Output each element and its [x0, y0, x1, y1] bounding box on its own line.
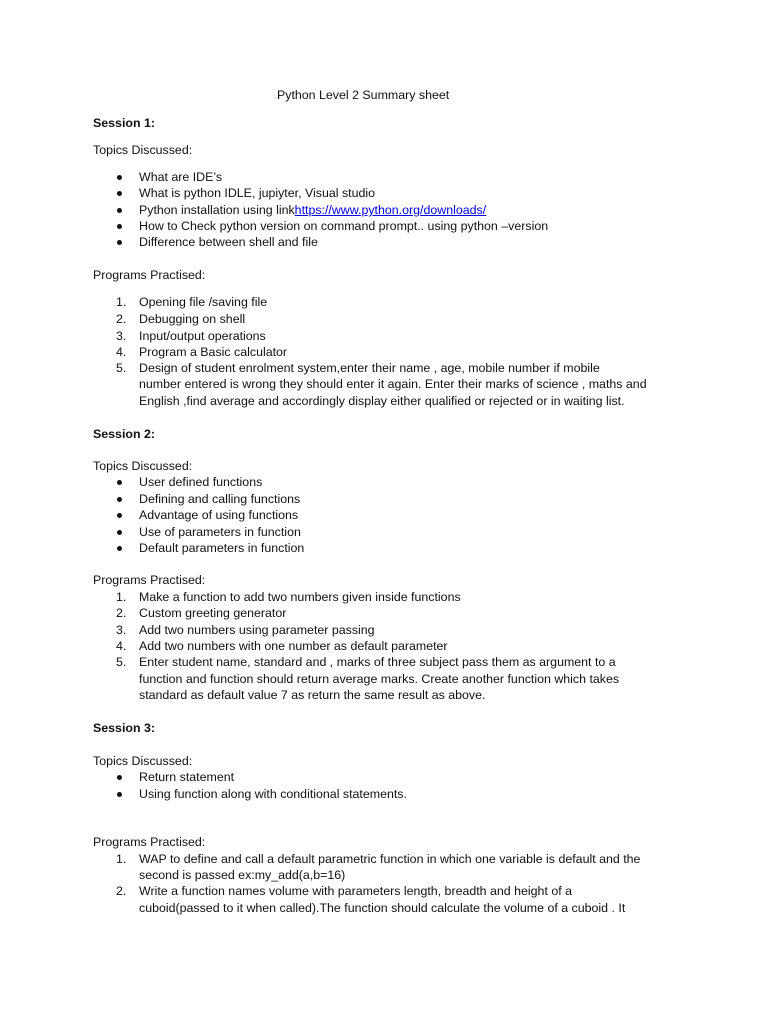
program-item: Design of student enrolment system,enter their name , age, mobile number if mobile: [139, 361, 600, 375]
bullet-icon: [117, 191, 122, 196]
topic-item: Advantage of using functions: [139, 508, 299, 522]
program-item-cont: English ,find average and accordingly display either qualified or rejected or in waiting list.: [139, 394, 625, 408]
list-number: 4.: [116, 345, 127, 359]
list-number: 1.: [116, 295, 127, 309]
topic-item: Default parameters in function: [139, 541, 305, 555]
topic-item: Return statement: [139, 770, 235, 784]
bullet-icon: [117, 208, 122, 213]
topics-label: Topics Discussed:: [93, 143, 193, 157]
session-3-heading: Session 3:: [93, 721, 155, 735]
topic-text: Python installation using link: [139, 203, 295, 217]
bullet-icon: [117, 513, 122, 518]
python-downloads-link[interactable]: https://www.python.org/downloads/: [294, 203, 487, 217]
list-number: 3.: [116, 329, 127, 343]
topic-item: [139, 202, 486, 218]
list-number: 2.: [116, 884, 127, 898]
document-title: Python Level 2 Summary sheet: [277, 88, 450, 102]
program-item: Input/output operations: [139, 329, 266, 343]
bullet-icon: [117, 480, 122, 485]
program-item-cont: number entered is wrong they should enter it again. Enter their marks of science , maths and: [139, 377, 647, 391]
list-number: 2.: [116, 312, 127, 326]
topic-item: Using function along with conditional statements.: [139, 787, 407, 801]
list-number: 2.: [116, 606, 127, 620]
program-item: Make a function to add two numbers given inside functions: [139, 590, 461, 604]
topics-label: Topics Discussed:: [93, 459, 193, 473]
programs-label: Programs Practised:: [93, 573, 206, 587]
topics-label: Topics Discussed:: [93, 754, 193, 768]
program-item-cont: function and function should return average marks. Create another function which takes: [139, 672, 620, 686]
list-number: 5.: [116, 655, 127, 669]
programs-label: Programs Practised:: [93, 268, 206, 282]
topic-item: Difference between shell and file: [139, 235, 318, 249]
bullet-icon: [117, 240, 122, 245]
session-2-heading: Session 2:: [93, 427, 155, 441]
bullet-icon: [117, 175, 122, 180]
program-item: Program a Basic calculator: [139, 345, 288, 359]
list-number: 1.: [116, 852, 127, 866]
topic-item: What is python IDLE, jupiyter, Visual studio: [139, 186, 376, 200]
bullet-icon: [117, 775, 122, 780]
program-item: Custom greeting generator: [139, 606, 287, 620]
bullet-icon: [117, 546, 122, 551]
program-item: Debugging on shell: [139, 312, 246, 326]
topic-item: Defining and calling functions: [139, 492, 301, 506]
program-item: Opening file /saving file: [139, 295, 268, 309]
program-item: Add two numbers with one number as default parameter: [139, 639, 448, 653]
bullet-icon: [117, 224, 122, 229]
program-item-cont: standard as default value 7 as return the same result as above.: [139, 688, 486, 702]
topic-item: User defined functions: [139, 475, 263, 489]
program-item-cont: second is passed ex:my_add(a,b=16): [139, 868, 346, 882]
bullet-icon: [117, 497, 122, 502]
program-item: Add two numbers using parameter passing: [139, 623, 375, 637]
list-number: 1.: [116, 590, 127, 604]
topic-item: Use of parameters in function: [139, 525, 301, 539]
session-1-heading: Session 1:: [93, 116, 155, 130]
program-item: WAP to define and call a default parametric function in which one variable is default and the: [139, 852, 641, 866]
list-number: 4.: [116, 639, 127, 653]
bullet-icon: [117, 530, 122, 535]
topic-item: How to Check python version on command prompt.. using python –version: [139, 219, 549, 233]
program-item: Enter student name, standard and , marks of three subject pass them as argument to a: [139, 655, 616, 669]
list-number: 5.: [116, 361, 127, 375]
program-item-cont: cuboid(passed to it when called).The function should calculate the volume of a cuboid . It: [139, 901, 626, 915]
topic-item: What are IDE’s: [139, 170, 223, 184]
program-item: Write a function names volume with parameters length, breadth and height of a: [139, 884, 573, 898]
list-number: 3.: [116, 623, 127, 637]
programs-label: Programs Practised:: [93, 835, 206, 849]
bullet-icon: [117, 792, 122, 797]
